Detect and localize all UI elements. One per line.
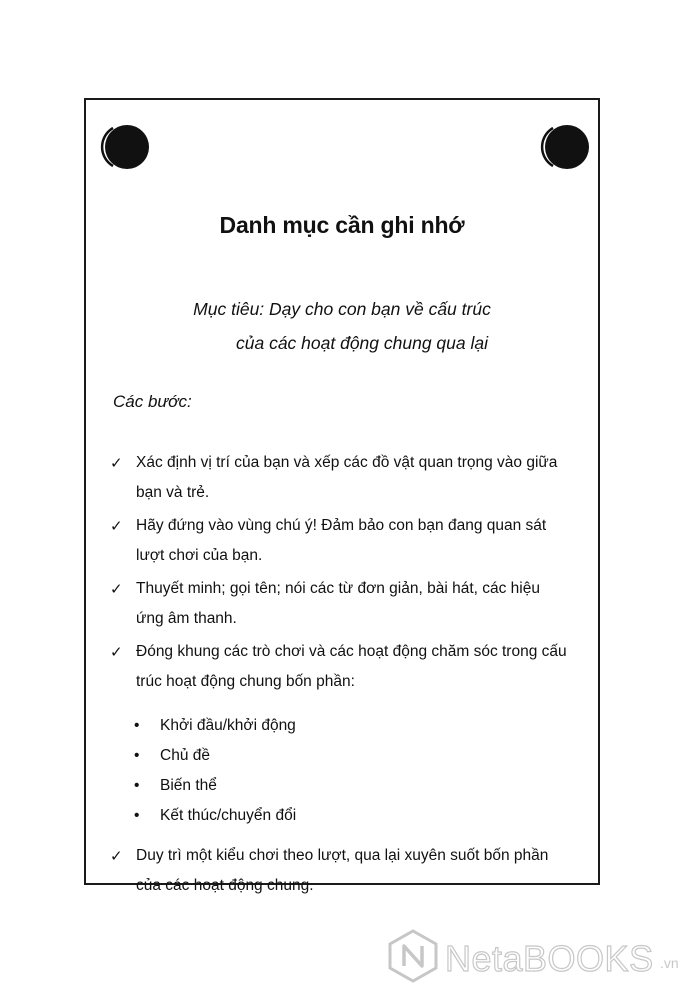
bullet-icon: • <box>134 777 140 794</box>
step-item <box>110 637 570 697</box>
watermark-brand: NetaBOOKS <box>445 938 654 979</box>
page-title: Danh mục cần ghi nhớ <box>219 212 465 238</box>
objective <box>86 292 598 360</box>
step-item <box>110 574 570 634</box>
checkmark-icon: ✓ <box>110 643 123 661</box>
bullet-icon: • <box>134 717 140 734</box>
watermark <box>385 928 695 984</box>
step-text: Đóng khung các trò chơi và các hoạt động chăm sóc trong cấu trúc hoạt động chung bốn phần: <box>136 643 567 690</box>
step-text: Xác định vị trí của bạn và xếp các đồ vật quan trọng vào giữa bạn và trẻ. <box>136 454 558 501</box>
sub-item-text: Biến thể <box>160 777 217 794</box>
step-text: Hãy đứng vào vùng chú ý! Đảm bảo con bạn đang quan sát lượt chơi của bạn. <box>136 517 547 564</box>
binder-ring-left-icon <box>96 122 150 172</box>
binder-ring-right-icon <box>536 122 590 172</box>
step-item <box>110 448 570 508</box>
objective-line-2: của các hoạt động chung qua lại <box>236 333 488 353</box>
sub-list-item <box>134 711 570 741</box>
sub-list-item <box>134 771 570 801</box>
checklist-card <box>84 98 600 894</box>
checkmark-icon: ✓ <box>110 580 123 598</box>
checkmark-icon: ✓ <box>110 517 123 535</box>
sub-item-text: Chủ đề <box>160 747 210 764</box>
checkmark-icon: ✓ <box>110 847 123 865</box>
bullet-icon: • <box>134 747 140 764</box>
sub-item-text: Khởi đầu/khởi động <box>160 717 296 734</box>
sub-item-text: Kết thúc/chuyển đổi <box>160 807 297 824</box>
step-item <box>110 841 570 901</box>
steps-heading: Các bước: <box>113 392 192 411</box>
step-text: Thuyết minh; gọi tên; nói các từ đơn giản, bài hát, các hiệu ứng âm thanh. <box>136 580 540 627</box>
sub-list-item <box>134 801 570 831</box>
checkmark-icon: ✓ <box>110 454 123 472</box>
n-hexagon-logo-icon <box>385 928 441 984</box>
sub-list <box>110 711 570 831</box>
watermark-suffix: .vn <box>660 955 679 971</box>
bullet-icon: • <box>134 807 140 824</box>
sub-list-item <box>134 741 570 771</box>
step-text: Duy trì một kiểu chơi theo lượt, qua lại xuyên suốt bốn phần của các hoạt động chung. <box>136 847 549 894</box>
step-item <box>110 511 570 571</box>
objective-line-1: Mục tiêu: Dạy cho con bạn về cấu trúc <box>193 299 491 319</box>
steps-list <box>110 448 570 904</box>
